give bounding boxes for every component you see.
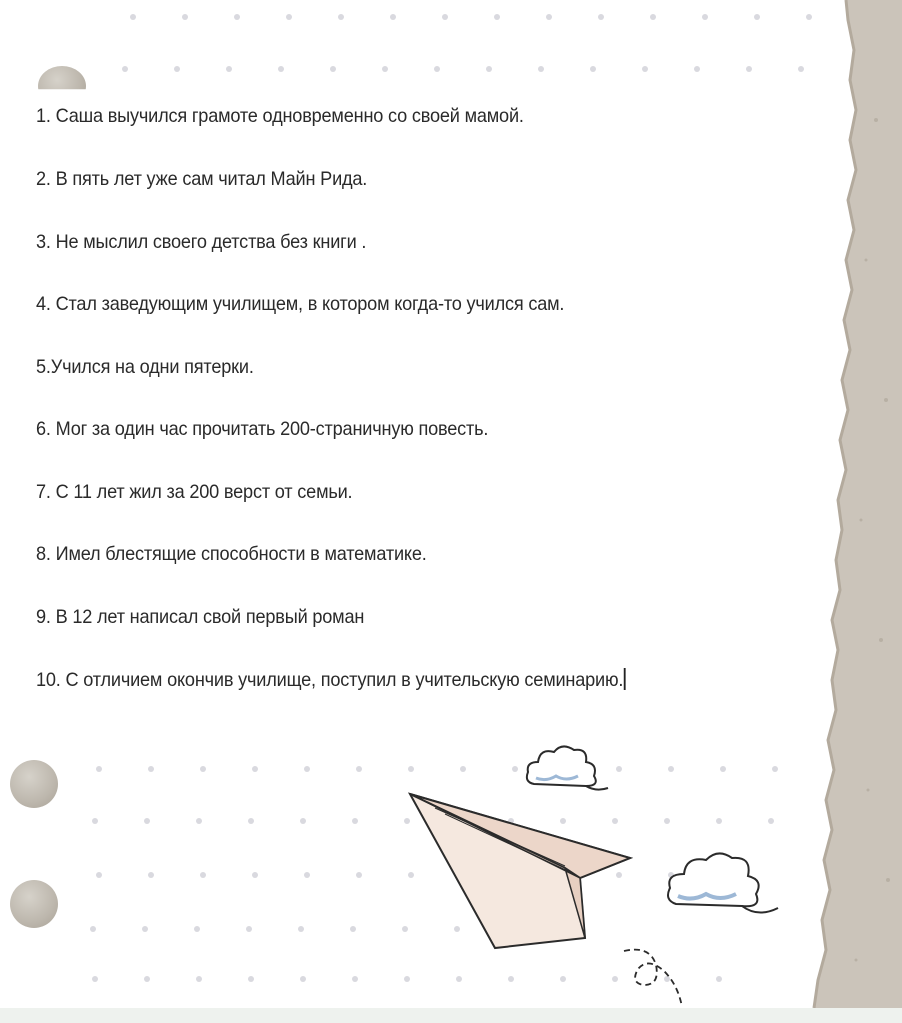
dot xyxy=(716,818,722,824)
dot xyxy=(650,14,656,20)
binder-hole-middle xyxy=(10,760,58,808)
dot xyxy=(616,766,622,772)
dot xyxy=(508,976,514,982)
dot xyxy=(512,766,518,772)
dot xyxy=(404,976,410,982)
dot xyxy=(754,14,760,20)
fact-8: 8. Имел блестящие способности в математике. xyxy=(36,543,427,565)
dot xyxy=(356,766,362,772)
dot xyxy=(200,766,206,772)
fact-3: 3. Не мыслил своего детства без книги . xyxy=(36,231,367,253)
dot xyxy=(390,14,396,20)
fact-10-text[interactable]: 10. С отличием окончив училище, поступил в учительскую семинарию. xyxy=(36,669,624,691)
dot xyxy=(546,14,552,20)
dot xyxy=(252,766,258,772)
dot xyxy=(142,926,148,932)
dot xyxy=(144,976,150,982)
dot xyxy=(456,976,462,982)
dot xyxy=(304,872,310,878)
dot xyxy=(92,818,98,824)
dot xyxy=(200,872,206,878)
dot xyxy=(460,766,466,772)
dot xyxy=(298,926,304,932)
dot xyxy=(560,976,566,982)
dot xyxy=(642,66,648,72)
cloud-icon xyxy=(522,742,612,797)
dot xyxy=(720,766,726,772)
dot xyxy=(246,926,252,932)
dot xyxy=(330,66,336,72)
dot xyxy=(352,818,358,824)
fact-5: 5.Учился на одни пятерки. xyxy=(36,356,254,378)
dot xyxy=(90,926,96,932)
dot xyxy=(248,976,254,982)
dot xyxy=(300,976,306,982)
dot xyxy=(148,766,154,772)
dot xyxy=(130,14,136,20)
dot xyxy=(286,14,292,20)
spiral-trail-icon xyxy=(620,945,700,1008)
dot xyxy=(434,66,440,72)
dot xyxy=(538,66,544,72)
fact-2: 2. В пять лет уже сам читал Майн Рида. xyxy=(36,168,368,190)
fact-7: 7. С 11 лет жил за 200 верст от семьи. xyxy=(36,481,353,503)
text-cursor xyxy=(624,668,625,690)
cloud-icon xyxy=(662,848,784,922)
dot xyxy=(148,872,154,878)
dot xyxy=(494,14,500,20)
dot xyxy=(598,14,604,20)
dot xyxy=(252,872,258,878)
dot xyxy=(352,976,358,982)
dot xyxy=(300,818,306,824)
dot xyxy=(174,66,180,72)
dot xyxy=(612,976,618,982)
dot xyxy=(226,66,232,72)
dot xyxy=(664,818,670,824)
fact-9: 9. В 12 лет написал свой первый роман xyxy=(36,606,365,628)
dot xyxy=(716,976,722,982)
dot xyxy=(486,66,492,72)
dot xyxy=(304,766,310,772)
dot xyxy=(96,872,102,878)
dot xyxy=(442,14,448,20)
dot xyxy=(668,766,674,772)
dot xyxy=(356,872,362,878)
dot xyxy=(278,66,284,72)
dot xyxy=(798,66,804,72)
fact-4: 4. Стал заведующим училищем, в котором когда-то учился сам. xyxy=(36,293,565,315)
dot xyxy=(196,818,202,824)
dot xyxy=(772,766,778,772)
dot xyxy=(96,766,102,772)
binder-hole-top xyxy=(38,66,86,106)
dot xyxy=(350,926,356,932)
binder-hole-bottom xyxy=(10,880,58,928)
dot xyxy=(702,14,708,20)
dot xyxy=(408,766,414,772)
bottom-strip xyxy=(0,1008,902,1023)
dot xyxy=(248,818,254,824)
dot xyxy=(144,818,150,824)
dot xyxy=(768,818,774,824)
dot xyxy=(382,66,388,72)
dot xyxy=(182,14,188,20)
dot xyxy=(234,14,240,20)
dot xyxy=(338,14,344,20)
fact-6: 6. Мог за один час прочитать 200-страничную повесть. xyxy=(36,418,489,440)
dot xyxy=(694,66,700,72)
fact-10[interactable] xyxy=(36,668,626,692)
torn-paper-edge xyxy=(806,0,902,1008)
dot xyxy=(122,66,128,72)
dot xyxy=(194,926,200,932)
fact-1: 1. Саша выучился грамоте одновременно со своей мамой. xyxy=(36,105,524,127)
dot xyxy=(92,976,98,982)
paper-plane-icon xyxy=(405,788,641,958)
dot xyxy=(196,976,202,982)
dot xyxy=(590,66,596,72)
dot xyxy=(746,66,752,72)
